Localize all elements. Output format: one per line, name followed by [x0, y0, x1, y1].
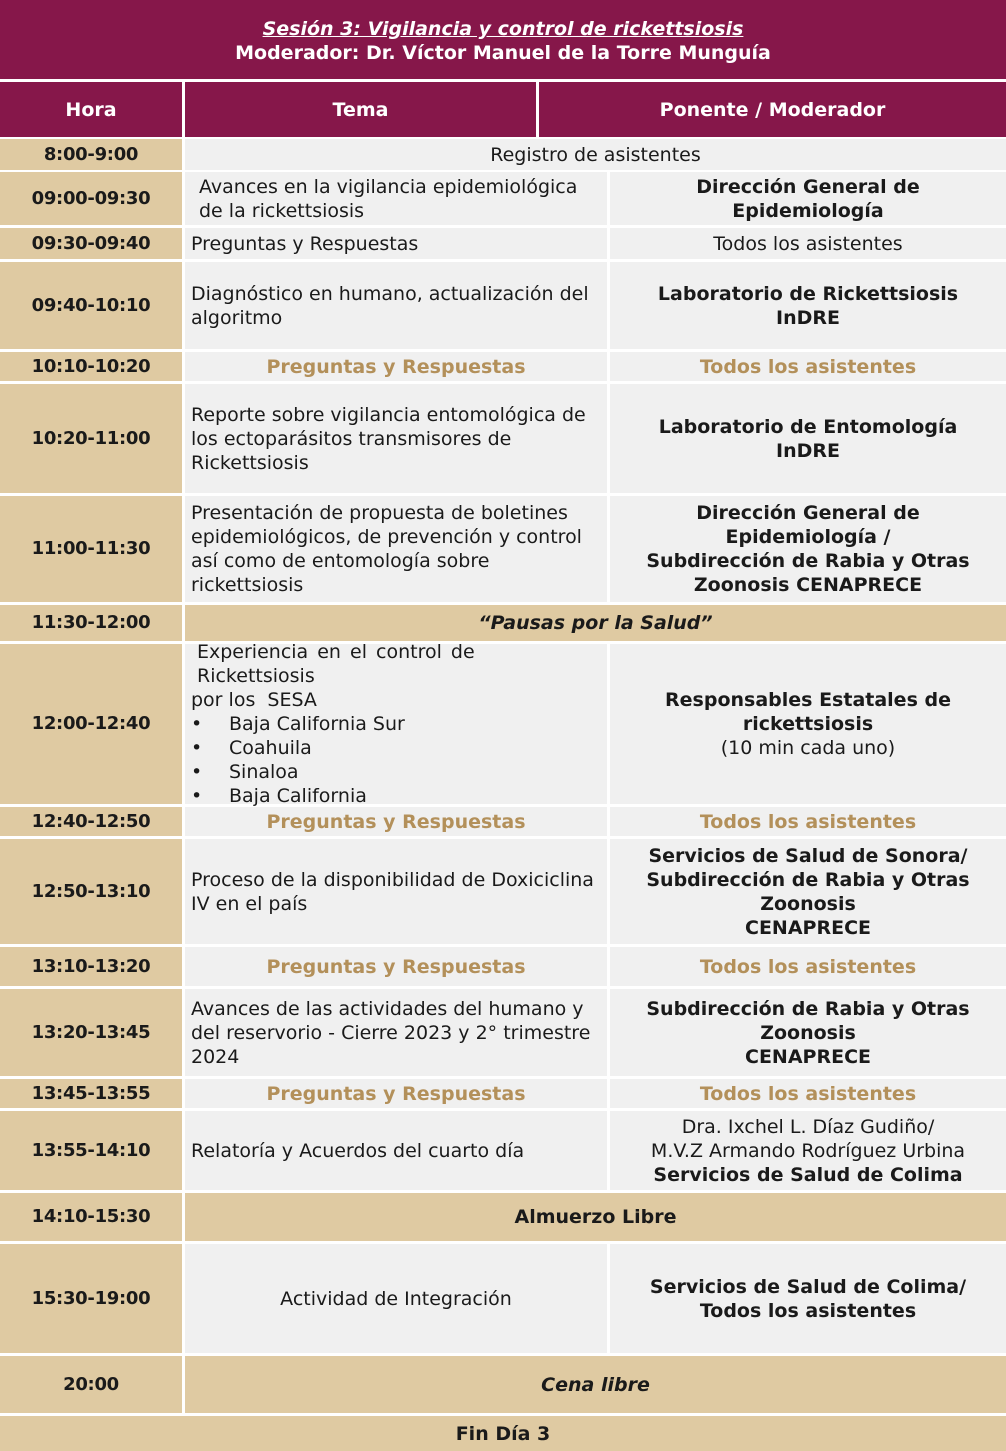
time-cell: 14:10-15:30 — [0, 1193, 182, 1241]
topic-cell: Preguntas y Respuestas — [185, 352, 607, 381]
speaker-line: Laboratorio de Entomología — [658, 415, 958, 438]
list-item-label: Baja California Sur — [229, 713, 405, 735]
time-cell: 8:00-9:00 — [0, 139, 182, 170]
time-cell: 09:40-10:10 — [0, 262, 182, 349]
topic-cell — [185, 641, 607, 807]
time-cell: 10:20-11:00 — [0, 384, 182, 493]
speaker-line: Dirección General de — [696, 502, 920, 524]
speaker-line: Laboratorio de Rickettsiosis — [657, 282, 959, 305]
topic-cell: Reporte sobre vigilancia entomológica de los ectoparásitos transmisores de Rickettsiosis — [185, 384, 607, 493]
speaker-cell: Todos los asistentes — [610, 807, 1006, 836]
list-item-label: Coahuila — [229, 737, 312, 759]
speaker-cell — [610, 1111, 1006, 1190]
topic-cell: Avances de las actividades del humano y del reservorio - Cierre 2023 y 2° trimestre 2024 — [185, 989, 607, 1076]
speaker-line: Subdirección de Rabia y Otras — [646, 997, 970, 1020]
day-end-footer: Fin Día 3 — [0, 1416, 1006, 1451]
time-cell: 13:10-13:20 — [0, 947, 182, 986]
list-item-label: Sinaloa — [229, 761, 299, 783]
speaker-cell: Todos los asistentes — [610, 228, 1006, 259]
time-cell: 13:20-13:45 — [0, 989, 182, 1076]
speaker-line: Dra. Ixchel L. Díaz Gudiño/ — [681, 1115, 935, 1138]
agenda-table — [0, 79, 1006, 1451]
speaker-cell: Todos los asistentes — [610, 352, 1006, 381]
header-hora: Hora — [0, 82, 182, 137]
speaker-line: Dirección General de — [696, 175, 920, 198]
time-cell: 12:50-13:10 — [0, 839, 182, 944]
time-cell: 09:00-09:30 — [0, 172, 182, 225]
session-moderator: Moderador: Dr. Víctor Manuel de la Torre Munguía — [235, 42, 771, 64]
topic-cell: Diagnóstico en humano, actualización del algoritmo — [185, 262, 607, 349]
list-item: • Baja California — [191, 785, 367, 807]
speaker-line: InDRE — [776, 439, 840, 462]
time-cell: 12:00-12:40 — [0, 644, 182, 804]
speaker-note: (10 min cada uno) — [720, 737, 896, 759]
speaker-line: Subdirección de Rabia y Otras — [646, 868, 970, 891]
speaker-line: Zoonosis — [760, 1021, 856, 1044]
speaker-cell — [610, 384, 1006, 493]
topic-cell: Preguntas y Respuestas — [185, 947, 607, 986]
list-item: • Coahuila — [191, 737, 312, 759]
topic-cell: Proceso de la disponibilidad de Doxiciclina IV en el país — [185, 839, 607, 944]
speaker-cell — [610, 989, 1006, 1076]
topic-cell: Presentación de propuesta de boletines epidemiológicos, de prevención y control así como de entomología sobre rickettsiosis — [185, 496, 607, 602]
list-item: • Sinaloa — [191, 761, 299, 783]
speaker-line: Todos los asistentes — [699, 1299, 917, 1322]
topic-cell: Relatoría y Acuerdos del cuarto día — [185, 1111, 607, 1190]
time-cell: 10:10-10:20 — [0, 352, 182, 381]
speaker-line: rickettsiosis — [742, 713, 874, 735]
time-cell: 09:30-09:40 — [0, 228, 182, 259]
time-cell: 20:00 — [0, 1356, 182, 1413]
speaker-line: Zoonosis CENAPRECE — [693, 574, 923, 596]
time-cell: 11:30-12:00 — [0, 605, 182, 641]
speaker-cell — [610, 262, 1006, 349]
topic-cell: Preguntas y Respuestas — [185, 807, 607, 836]
speaker-line: CENAPRECE — [745, 916, 871, 939]
speaker-line: Servicios de Salud de Sonora/ — [648, 844, 968, 867]
break-row: “Pausas por la Salud” — [185, 605, 1006, 641]
header-ponente: Ponente / Moderador — [539, 82, 1006, 137]
time-cell: 15:30-19:00 — [0, 1244, 182, 1353]
speaker-line: InDRE — [776, 306, 840, 329]
speaker-cell — [610, 496, 1006, 602]
topic-cell: Actividad de Integración — [185, 1244, 607, 1353]
speaker-cell: Todos los asistentes — [610, 947, 1006, 986]
list-item-label: Baja California — [229, 785, 367, 807]
speaker-line: Subdirección de Rabia y Otras — [646, 550, 970, 572]
session-title: Sesión 3: Vigilancia y control de rickettsiosis — [262, 18, 744, 40]
time-cell: 13:55-14:10 — [0, 1111, 182, 1190]
header-tema: Tema — [185, 82, 536, 137]
speaker-line: Servicios de Salud de Colima/ — [649, 1275, 967, 1298]
time-cell: 13:45-13:55 — [0, 1079, 182, 1108]
speaker-cell — [610, 1244, 1006, 1353]
speaker-cell — [610, 172, 1006, 225]
speaker-line: Zoonosis — [760, 892, 856, 915]
topic-cell: Preguntas y Respuestas — [185, 1079, 607, 1108]
topic-list — [191, 640, 601, 808]
topic-line: Experiencia en el control de Rickettsiosis — [197, 641, 475, 687]
topic-line: por los SESA — [191, 689, 317, 711]
topic-cell: Preguntas y Respuestas — [185, 228, 607, 259]
lunch-row: Almuerzo Libre — [185, 1193, 1006, 1241]
topic-cell: Avances en la vigilancia epidemiológica de la rickettsiosis — [185, 172, 607, 225]
speaker-line: CENAPRECE — [745, 1045, 871, 1068]
speaker-line: Epidemiología — [732, 199, 884, 222]
speaker-line: Responsables Estatales de — [665, 689, 951, 711]
speaker-cell: Todos los asistentes — [610, 1079, 1006, 1108]
speaker-cell — [610, 839, 1006, 944]
speaker-line: Servicios de Salud de Colima — [653, 1163, 963, 1186]
dinner-row: Cena libre — [185, 1356, 1006, 1413]
speaker-line: Epidemiología / — [725, 526, 891, 548]
registration-row: Registro de asistentes — [185, 139, 1006, 170]
time-cell: 12:40-12:50 — [0, 807, 182, 836]
speaker-line: M.V.Z Armando Rodríguez Urbina — [650, 1139, 966, 1162]
time-cell: 11:00-11:30 — [0, 496, 182, 602]
session-header — [0, 0, 1006, 79]
speaker-cell — [610, 644, 1006, 804]
list-item: • Baja California Sur — [191, 713, 405, 735]
